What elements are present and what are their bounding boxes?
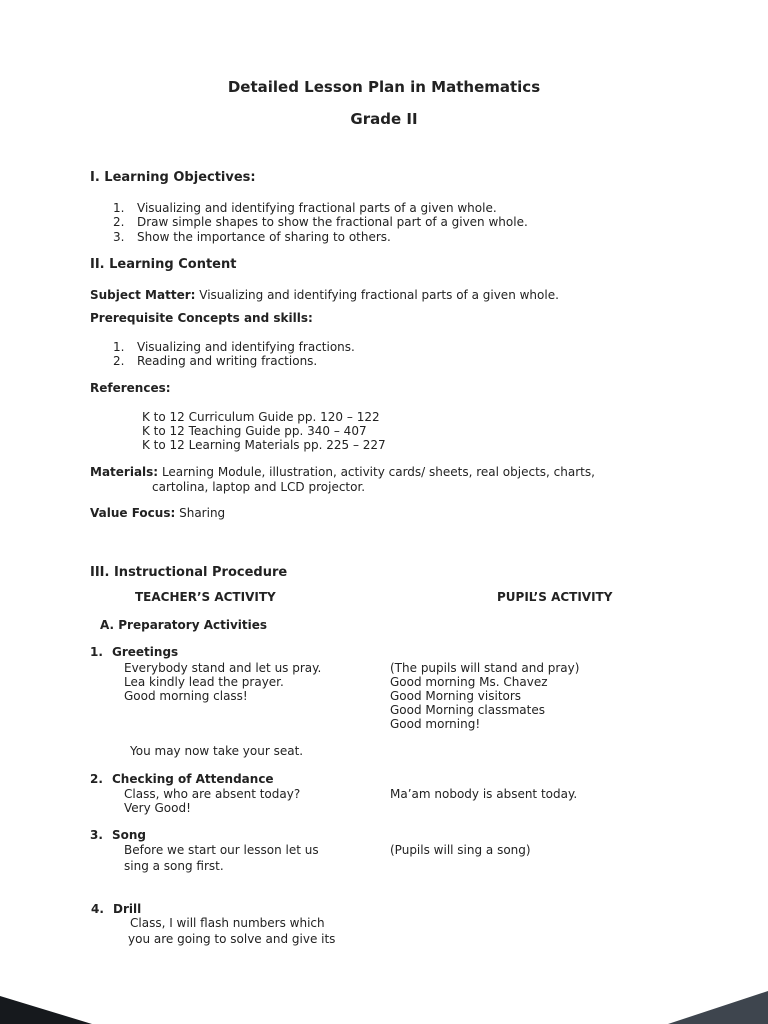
objective-item: [113, 201, 497, 215]
activity-heading-greetings: [90, 645, 178, 659]
pupil-line: Good morning Ms. Chavez: [390, 675, 548, 689]
page-title: Detailed Lesson Plan in Mathematics: [227, 78, 541, 96]
prerequisite-heading: Prerequisite Concepts and skills:: [90, 311, 313, 325]
subject-matter-label: Subject Matter:: [90, 288, 196, 302]
objective-number: 3.: [113, 230, 125, 244]
prerequisite-number: 1.: [113, 340, 125, 354]
prerequisite-text: Reading and writing fractions.: [137, 354, 318, 368]
teacher-line: sing a song first.: [124, 859, 224, 873]
pupil-activity-column-header: PUPIL’S ACTIVITY: [497, 590, 613, 604]
pupil-line: (The pupils will stand and pray): [390, 661, 580, 675]
pupil-line: (Pupils will sing a song): [390, 843, 531, 857]
value-focus-label: Value Focus:: [90, 506, 176, 520]
page-edge-shadow-left: [0, 996, 92, 1024]
reference-line: K to 12 Learning Materials pp. 225 – 227: [142, 438, 386, 452]
subject-matter-text: Visualizing and identifying fractional parts of a given whole.: [199, 288, 559, 302]
objective-text: Show the importance of sharing to others.: [137, 230, 391, 244]
prerequisite-text: Visualizing and identifying fractions.: [137, 340, 355, 354]
pupil-line: Ma’am nobody is absent today.: [390, 787, 578, 801]
prerequisite-number: 2.: [113, 354, 125, 368]
activity-title: Song: [112, 828, 147, 842]
materials-text: Learning Module, illustration, activity cards/ sheets, real objects, charts,: [161, 465, 595, 479]
teacher-line: Before we start our lesson let us: [124, 843, 319, 857]
subject-matter-line: [90, 288, 559, 302]
activity-heading-attendance: [90, 772, 274, 786]
objective-number: 2.: [113, 215, 125, 229]
teacher-line: Class, who are absent today?: [124, 787, 301, 801]
teacher-line: You may now take your seat.: [130, 744, 304, 758]
activity-title: Drill: [113, 902, 142, 916]
activity-heading-song: [90, 828, 146, 842]
teacher-line: Good morning class!: [124, 689, 248, 703]
grade-subtitle: Grade II: [350, 110, 418, 128]
teacher-line: Very Good!: [124, 801, 191, 815]
pupil-line: Good Morning visitors: [390, 689, 522, 703]
prerequisite-item: [113, 340, 355, 354]
objective-text: Draw simple shapes to show the fractional part of a given whole.: [137, 215, 528, 229]
activity-number: 4.: [91, 902, 104, 916]
materials-label: Materials:: [90, 465, 159, 479]
activity-title: Greetings: [112, 645, 179, 659]
objectives-heading: I. Learning Objectives:: [90, 170, 256, 185]
teacher-line: Class, I will flash numbers which: [130, 916, 325, 930]
reference-line: K to 12 Teaching Guide pp. 340 – 407: [142, 424, 367, 438]
teacher-line: you are going to solve and give its: [128, 932, 336, 946]
activity-number: 1.: [90, 645, 103, 659]
procedure-heading: III. Instructional Procedure: [90, 565, 288, 580]
activity-title: Checking of Attendance: [112, 772, 274, 786]
references-heading: References:: [90, 381, 171, 395]
learning-content-heading: II. Learning Content: [90, 257, 237, 272]
activity-number: 3.: [90, 828, 103, 842]
preparatory-activities-heading: A. Preparatory Activities: [100, 618, 268, 632]
value-focus-text: Sharing: [179, 506, 226, 520]
teacher-line: Lea kindly lead the prayer.: [124, 675, 284, 689]
materials-line: [90, 465, 595, 479]
activity-number: 2.: [90, 772, 103, 786]
materials-line-2: cartolina, laptop and LCD projector.: [152, 480, 366, 494]
objective-item: [113, 230, 391, 244]
prerequisite-item: [113, 354, 317, 368]
objective-number: 1.: [113, 201, 125, 215]
pupil-line: Good Morning classmates: [390, 703, 545, 717]
objective-text: Visualizing and identifying fractional parts of a given whole.: [137, 201, 497, 215]
page-edge-shadow-right: [668, 991, 768, 1024]
activity-heading-drill: [91, 902, 141, 916]
teacher-activity-column-header: TEACHER’S ACTIVITY: [135, 590, 276, 604]
pupil-line: Good morning!: [390, 717, 481, 731]
objective-item: [113, 215, 528, 229]
value-focus-line: [90, 506, 225, 520]
teacher-line: Everybody stand and let us pray.: [124, 661, 322, 675]
reference-line: K to 12 Curriculum Guide pp. 120 – 122: [142, 410, 380, 424]
